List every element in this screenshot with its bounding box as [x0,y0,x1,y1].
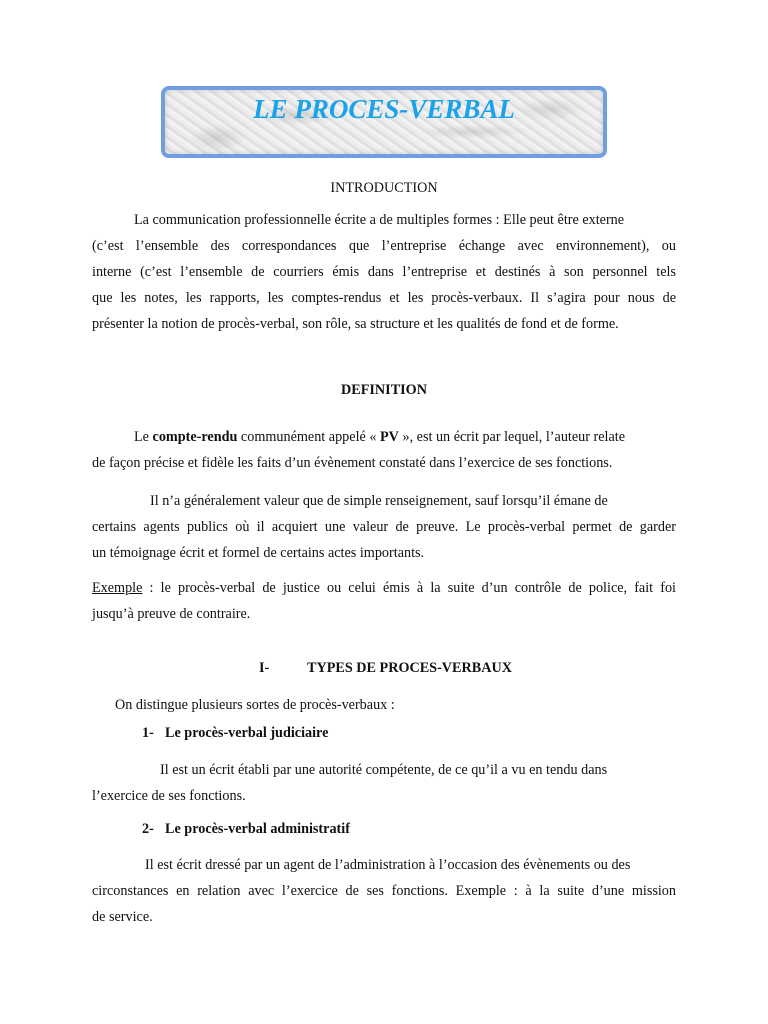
title-banner [161,86,607,158]
definition-text: communément appelé « [237,429,380,445]
definition-line: Il n’a généralement valeur que de simple renseignement, sauf lorsqu’il émane de [150,493,608,509]
example-text: : le procès-verbal de justice ou celui émis à la suite d’un contrôle de police, fait foi [142,580,676,596]
item-line: Il est un écrit établi par une autorité compétente, de ce qu’il a vu en tendu dans [160,762,608,778]
definition-line: de façon précise et fidèle les faits d’un évènement constaté dans l’exercice de ses fonctions. [92,455,613,471]
example-line [92,575,676,601]
introduction-line: que les notes, les rapports, les comptes-rendus et les procès-verbaux. Il s’agira pour nous de [92,290,676,306]
item-line: l’exercice de ses fonctions. [92,788,246,804]
section-heading: TYPES DE PROCES-VERBAUX [307,660,512,676]
example-paragraph [92,575,676,627]
definition-paragraph-1 [92,424,676,476]
introduction-paragraph [92,207,676,337]
introduction-line: La communication professionnelle écrite a de multiples formes : Elle peut être externe [134,212,625,228]
definition-line: certains agents publics où il acquiert une valeur de preuve. Le procès-verbal permet de garder [92,519,676,535]
item-paragraph [92,757,676,809]
item-title: Le procès-verbal administratif [165,821,350,837]
item-number: 1- [142,725,154,741]
definition-line [92,424,676,450]
introduction-line: interne (c’est l’ensemble de courriers émis dans l’entreprise et destinés à son personnel tels [92,264,676,280]
example-line: jusqu’à preuve de contraire. [92,606,251,622]
item-paragraph [92,852,676,930]
definition-paragraph-2 [92,488,676,566]
section-intro: On distingue plusieurs sortes de procès-verbaux : [115,697,395,713]
item-title: Le procès-verbal judiciaire [165,725,329,741]
introduction-line: présenter la notion de procès-verbal, son rôle, sa structure et les qualités de fond et de forme. [92,316,619,332]
document-title: LE PROCES-VERBAL [253,94,515,124]
definition-term: compte-rendu [152,429,238,445]
introduction-line: (c’est l’ensemble des correspondances que l’entreprise échange avec environnement), ou [92,238,676,254]
definition-abbreviation: PV [380,429,399,445]
example-label: Exemple [92,580,143,596]
item-line: de service. [92,909,153,925]
definition-line: un témoignage écrit et formel de certains actes importants. [92,545,425,561]
definition-heading: DEFINITION [341,382,427,398]
introduction-heading: INTRODUCTION [330,180,438,196]
definition-text: », est un écrit par lequel, l’auteur relate [398,429,626,445]
section-number: I- [259,660,270,676]
item-line: circonstances en relation avec l’exercice de ses fonctions. Exemple : à la suite d’une mission [92,883,676,899]
item-number: 2- [142,821,154,837]
item-line: Il est écrit dressé par un agent de l’administration à l’occasion des évènements ou des [145,857,631,873]
definition-text: Le [134,429,153,445]
